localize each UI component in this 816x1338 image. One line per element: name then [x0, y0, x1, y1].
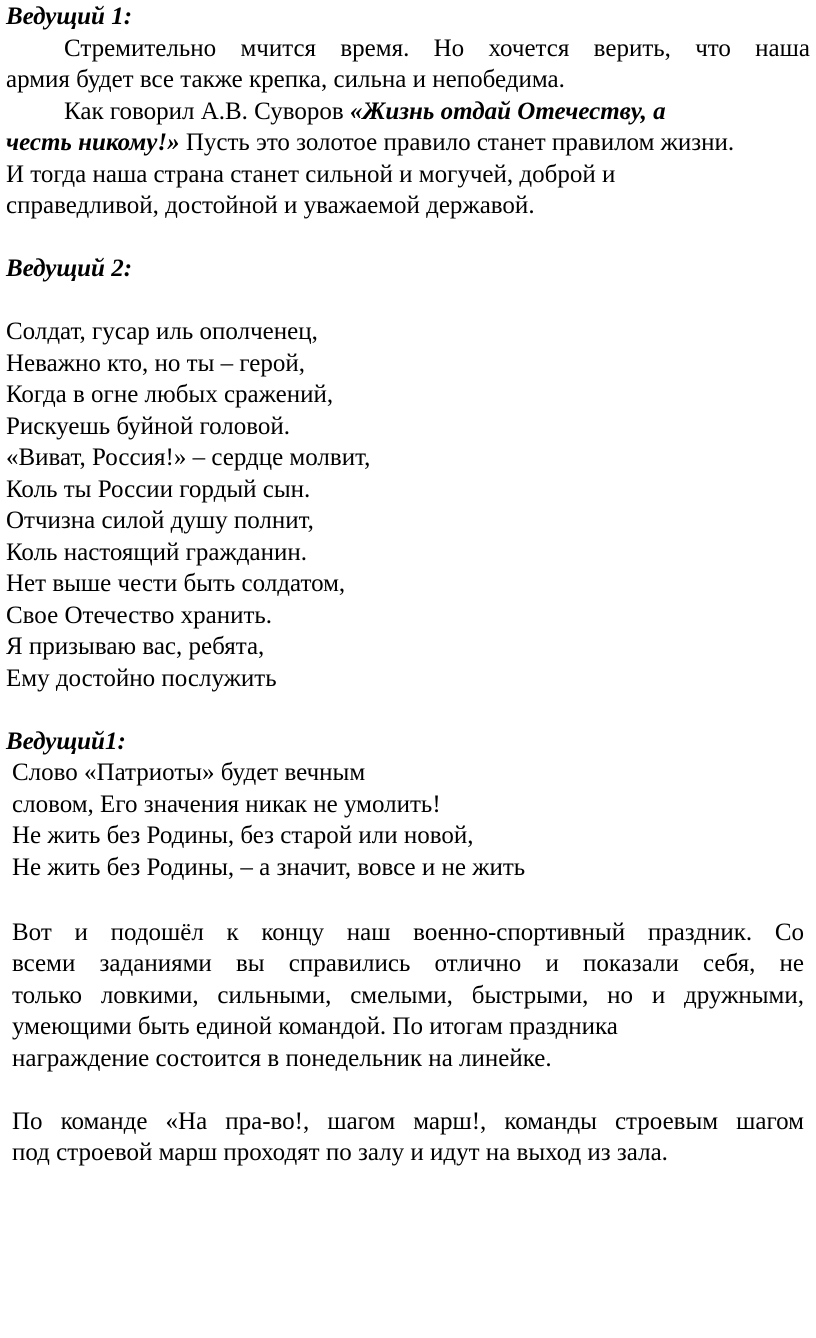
speaker-heading-3: Ведущий1: [6, 727, 126, 755]
paragraph-line: Вот и подошёл к концу наш военно-спортивный праздник. Со [12, 918, 804, 946]
poem-line: Ему достойно послужить [6, 664, 277, 692]
paragraph-text: Пусть это золотое правило станет правилом жизни. [179, 129, 735, 156]
paragraph-line: И тогда наша страна станет сильной и могучей, доброй и [6, 160, 616, 188]
closing-paragraph [6, 917, 804, 1075]
verse-block [6, 757, 810, 883]
march-paragraph [6, 1106, 804, 1169]
poem-line: Рискуешь буйной головой. [6, 412, 291, 440]
speaker-heading-2: Ведущий 2: [6, 255, 133, 282]
paragraph-text: Как говорил А.В. Суворов [64, 97, 350, 125]
paragraph-line: награждение состоится в понедельник на линейке. [12, 1044, 552, 1072]
paragraph-line [6, 96, 810, 128]
verse-line: словом, Его значения никак не умолить! [12, 790, 441, 818]
poem-line: Свое Отечество хранить. [6, 601, 273, 629]
poem-line: Солдат, гусар иль ополченец, [6, 318, 318, 345]
document-page [6, 1, 810, 1169]
verse-line: Слово «Патриоты» будет вечным [12, 759, 366, 786]
quote-text: честь никому!» [6, 129, 180, 156]
poem-block [6, 316, 810, 694]
verse-line: Не жить без Родины, – а значит, вовсе и не жить [12, 853, 526, 881]
poem-line: Когда в огне любых сражений, [6, 381, 334, 408]
poem-line: Неважно кто, но ты – герой, [6, 349, 306, 377]
paragraph-line: всеми заданиями вы справились отлично и показали себя, не [12, 950, 804, 977]
poem-line: Отчизна силой душу полнит, [6, 507, 314, 534]
paragraph-line: По команде «На пра-во!, шагом марш!, команды строевым шагом [12, 1107, 804, 1135]
paragraph-line: под строевой марш проходят по залу и идут на выход из зала. [12, 1139, 668, 1166]
verse-line: Не жить без Родины, без старой или новой, [12, 822, 474, 849]
speaker-heading-1: Ведущий 1: [6, 3, 133, 30]
paragraph-line: только ловкими, сильными, смелыми, быстрыми, но и дружными, [12, 981, 804, 1009]
paragraph-line: армия будет все также крепка, сильна и непобедима. [6, 66, 565, 93]
paragraph-line: умеющими быть единой командой. По итогам праздника [12, 1013, 618, 1040]
poem-line: Коль настоящий гражданин. [6, 538, 308, 566]
paragraph-line: Стремительно мчится время. Но хочется верить, что наша [64, 34, 810, 62]
paragraph-line: справедливой, достойной и уважаемой державой. [6, 192, 535, 219]
poem-line: Я призываю вас, ребята, [6, 633, 265, 660]
paragraph-line [6, 127, 810, 159]
poem-line: Коль ты России гордый сын. [6, 475, 311, 503]
poem-line: Нет выше чести быть солдатом, [6, 570, 346, 597]
quote-text: «Жизнь отдай Отечеству, а [349, 97, 666, 125]
poem-line: «Виват, Россия!» – сердце молвит, [6, 444, 371, 471]
